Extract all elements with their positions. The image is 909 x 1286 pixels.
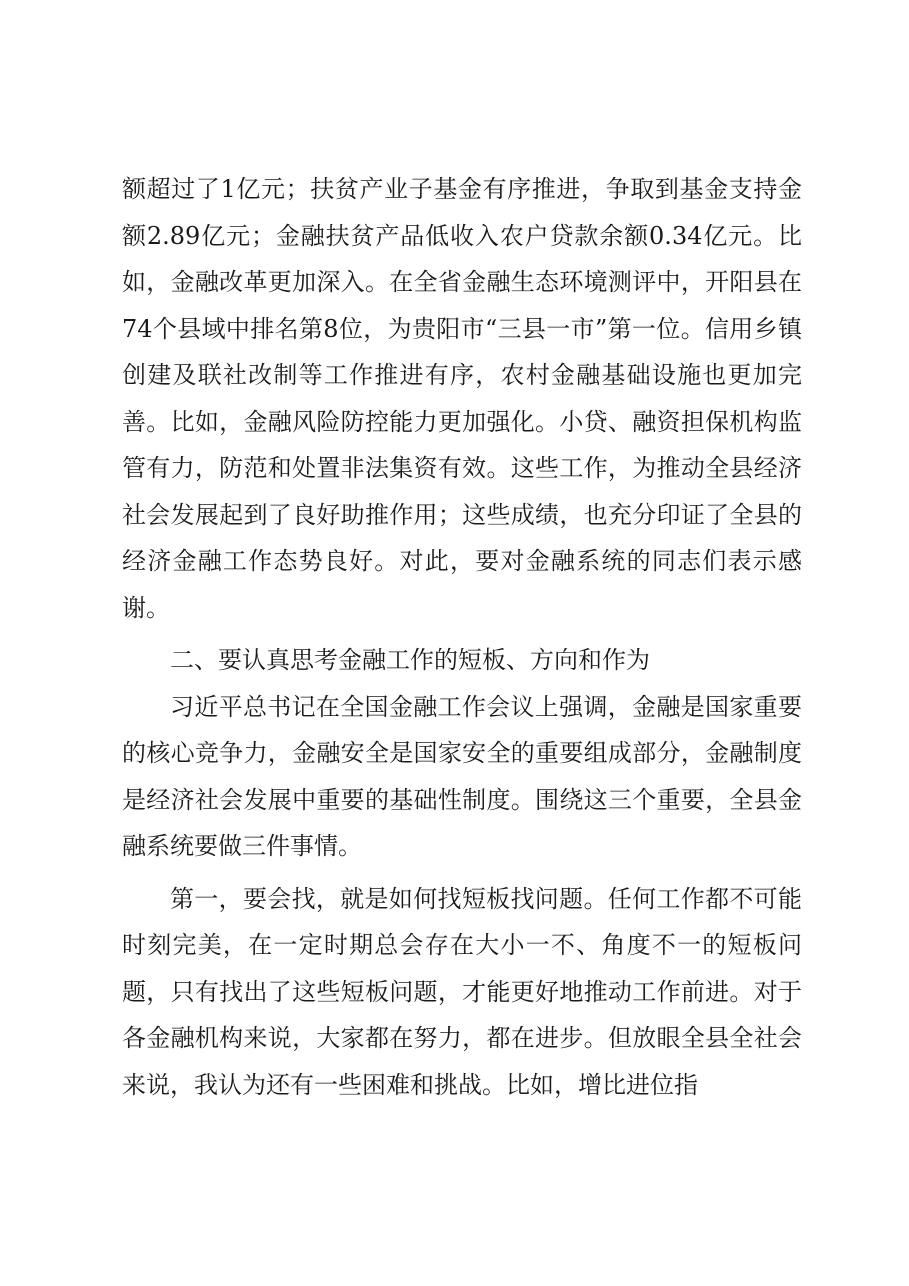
paragraph-achievements: 额超过了1亿元；扶贫产业子基金有序推进，争取到基金支持金额2.89亿元；金融扶贫产品低收入农户贷款余额0.34亿元。比如，金融改革更加深入。在全省金融生态环境测评中，开阳县在74个县域中排名第8位，为贵阳市“三县一市”第一位。信用乡镇创建及联社改制等工作推进有序，农村金融基础设施也更加完善。比如，金融风险防控能力更加强化。小贷、融资担保机构监管有力，防范和处置非法集资有效。这些工作，为推动全县经济社会发展起到了良好助推作用；这些成绩，也充分印证了全县的经济金融工作态势良好。对此，要对金融系统的同志们表示感谢。 [122, 175, 802, 622]
paragraph-xi-speech: 习近平总书记在全国金融工作会议上强调，金融是国家重要的核心竞争力，金融安全是国家安全的重要组成部分，金融制度是经济社会发展中重要的基础性制度。围绕这三个重要，全县金融系统要做三件事情。 [122, 692, 802, 860]
section-heading-2: 二、要认真思考金融工作的短板、方向和作为 [170, 646, 650, 674]
paragraph-first-point: 第一，要会找，就是如何找短板找问题。任何工作都不可能时刻完美，在一定时期总会存在大小一不、角度不一的短板问题，只有找出了这些短板问题，才能更好地推动工作前进。对于各金融机构来说，大家都在努力，都在进步。但放眼全县全社会来说，我认为还有一些困难和挑战。比如，增比进位指 [122, 884, 802, 1099]
document-body [122, 166, 802, 1108]
